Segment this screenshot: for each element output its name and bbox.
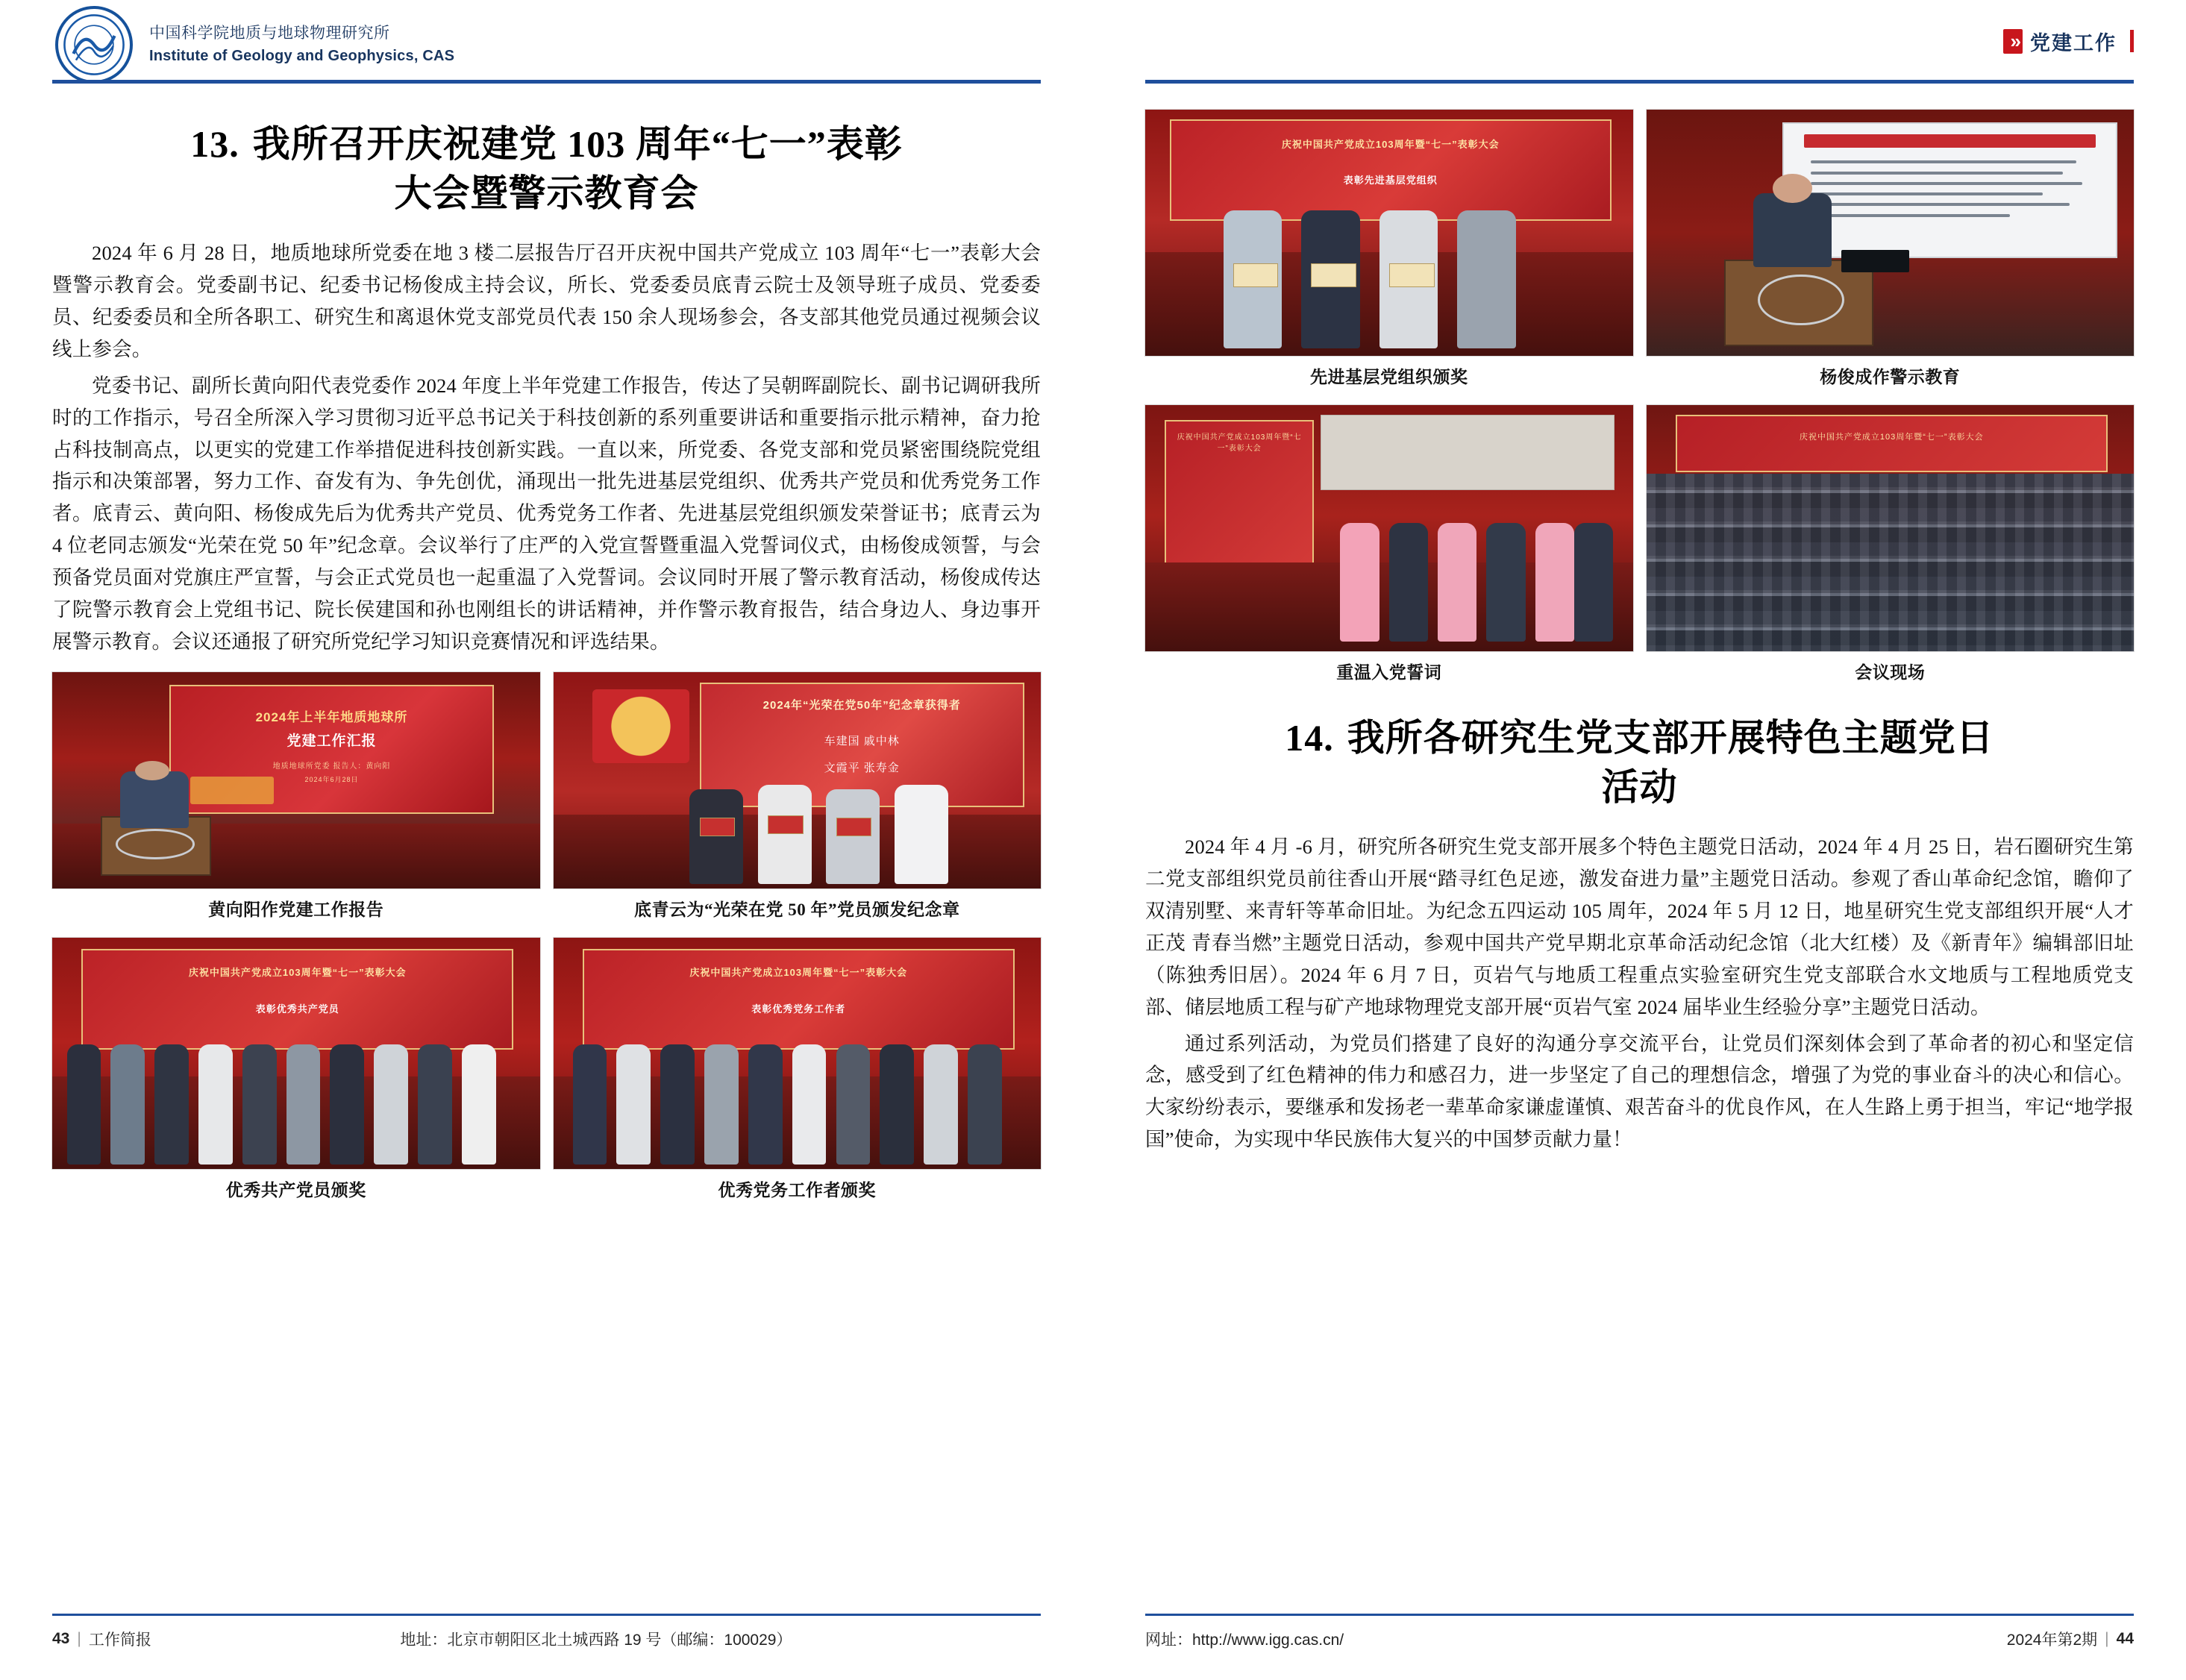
footer-divider: | (77, 1630, 81, 1647)
figure-oath (1145, 404, 1633, 686)
figure-caption: 优秀党务工作者颁奖 (718, 1180, 876, 1200)
slide-banner: 庆祝中国共产党成立103周年暨“七一”表彰大会 (1799, 433, 1984, 442)
photo-group-award-2 (553, 937, 1042, 1170)
slide-footnote: 地质地球所党委 报告人：黄向阳 (272, 762, 391, 771)
figure-row-1 (52, 671, 1041, 924)
page-footer-right (1145, 1628, 2134, 1650)
figure-caption: 重温入党誓词 (1336, 663, 1442, 682)
section-name: 党建工作 (2030, 31, 2117, 54)
slide-name-2: 文霞平 张寿金 (824, 762, 900, 775)
article-title-line1: 我所召开庆祝建党 103 周年“七一”表彰 (252, 123, 903, 165)
org-name-en: Institute of Geology and Geophysics, CAS (149, 48, 455, 65)
figure-group-award-1 (52, 937, 540, 1204)
photo-medal-award (553, 671, 1042, 889)
slide-subtitle: 表彰优秀党务工作者 (751, 1003, 846, 1015)
figure-audience (1647, 404, 2135, 686)
figure-org-award (1145, 109, 1633, 391)
article-number: 14. (1285, 717, 1334, 759)
article-title-line2: 大会暨警示教育会 (394, 172, 699, 214)
footer-rule (52, 1614, 1041, 1616)
figure-caption: 杨俊成作警示教育 (1820, 368, 1961, 386)
slide-name-1: 车建国 戚中林 (824, 735, 900, 748)
figure-row-4 (1145, 404, 2134, 686)
page-number: 44 (2116, 1630, 2134, 1647)
figure-warning-lecture (1647, 109, 2135, 391)
header-rule (52, 80, 1041, 84)
footer-divider: | (2105, 1630, 2109, 1647)
slide-banner: 庆祝中国共产党成立103周年暨“七一”表彰大会 (689, 966, 908, 978)
section-tag (2003, 27, 2134, 63)
article-title-13 (52, 119, 1041, 218)
article-title-14 (1145, 713, 2134, 812)
photo-report-speaker (51, 671, 541, 889)
paragraph: 党委书记、副所长黄向阳代表党委作 2024 年度上半年党建工作报告，传达了吴朝晖副院长、副书记调研我所时的工作指示，号召全所深入学习贯彻习近平总书记关于科技创新的系列重要讲话和重要指示批示精神，奋力抢占科技制高点，以更实的党建工作举措促进科技创新实践。一直以来，所党委、各党支部和党员紧密围绕院党组指示和决策部署，努力工作、奋发有为、争先创优，涌现出一批先进基层党组织、优秀共产党员和优秀党务工作者。底青云、黄向阳、杨俊成先后为优秀共产党员、优秀党务工作者、先进基层党组织颁发荣誉证书；底青云为 4 位老同志颁发“光荣在党 50 年”纪念章。会议举行了庄严的入党宣誓暨重温入党誓词仪式，由杨俊成领誓，与会预备党员面对党旗庄严宣誓，与会正式党员也一起重温了入党誓词。会议同时开展了警示教育活动，杨俊成传达了院警示教育会上党组书记、院长侯建国和孙也刚组长的讲话精神，并作警示教育报告，结合身边人、身边事开展警示教育。会议还通报了研究所党纪学习知识竞赛情况和评选结果。 (52, 374, 1041, 653)
slide-title: 2024年上半年地质地球所 (255, 710, 408, 725)
header-rule (1145, 80, 2134, 84)
igg-institute-logo-icon (55, 6, 133, 84)
footer-website[interactable]: 网址：http://www.igg.cas.cn/ (1145, 1632, 1344, 1649)
page-footer-left (52, 1628, 1041, 1650)
figure-group-award-2 (554, 937, 1042, 1204)
figure-caption: 黄向阳作党建工作报告 (208, 900, 384, 919)
figure-row-2 (52, 937, 1041, 1204)
paragraph: 2024 年 4 月 -6 月，研究所各研究生党支部开展多个特色主题党日活动，2024 年 4 月 25 日，岩石圈研究生第二党支部组织党员前往香山开展“踏寻红色足迹，激发奋进力量”主题党日活动。参观了香山革命纪念馆，瞻仰了双清别墅、来青轩等革命旧址。为纪念五四运动 105 周年，2024 年 5 月 12 日，地星研究生党支部组织开展“人才正茂 青春当燃”主题党日活动，参观中国共产党早期北京革命活动纪念馆（北大红楼）及《新青年》编辑部旧址（陈独秀旧居）。2024 年 6 月 7 日，页岩气与地质工程重点实验室研究生党支部联合水文地质与工程地质党支部、储层地质工程与矿产地球物理党支部开展“页岩气室 2024 届毕业生经验分享”主题党日活动。 (1145, 836, 2134, 1018)
figure-row-3 (1145, 109, 2134, 391)
page-header-right (1145, 0, 2134, 90)
photo-audience (1646, 404, 2135, 652)
figure-medal-award (554, 671, 1042, 924)
paragraph: 通过系列活动，为党员们搭建了良好的沟通分享交流平台，让党员们深刻体会到了革命者的初心和坚定信念，感受到了红色精神的伟力和感召力，进一步坚定了自己的理想信念，增强了为党的事业奋斗的决心和信心。大家纷纷表示，要继承和发扬老一辈革命家谦虚谨慎、艰苦奋斗的优良作风，在人生路上勇于担当，牢记“地学报国”使命，为实现中华民族伟大复兴的中国梦贡献力量！ (1145, 1032, 2134, 1151)
photo-org-award (1144, 109, 1634, 357)
footer-rule (1145, 1614, 2134, 1616)
figure-report-speaker (52, 671, 540, 924)
slide-date: 2024年6月28日 (304, 776, 359, 784)
paragraph: 2024 年 6 月 28 日，地质地球所党委在地 3 楼二层报告厅召开庆祝中国共产党成立 103 周年“七一”表彰大会暨警示教育会。党委副书记、纪委书记杨俊成主持会议，所长、党委委员底青云院士及领导班子成员、党委委员、纪委委员和全所各职工、研究生和离退休党支部党员代表 150 余人现场参会，各支部其他党员通过视频会议线上参会。 (52, 242, 1041, 360)
page-header-left (52, 0, 1041, 90)
article-number: 13. (190, 123, 239, 165)
figure-caption: 优秀共产党员颁奖 (225, 1180, 366, 1200)
photo-oath (1144, 404, 1634, 652)
article-title-line2: 活动 (1601, 766, 1678, 808)
slide-banner: 庆祝中国共产党成立103周年暨“七一”表彰大会 (1281, 139, 1500, 151)
figure-caption: 先进基层党组织颁奖 (1310, 368, 1468, 386)
slide-title: 2024年“光荣在党50年”纪念章获得者 (762, 698, 961, 712)
chevron-right-icon: » (2003, 29, 2023, 54)
slide-subtitle: 党建工作汇报 (286, 733, 377, 749)
photo-warning-lecture (1646, 109, 2135, 357)
organization-name (149, 23, 454, 66)
figure-caption: 底青云为“光荣在党 50 年”党员颁发纪念章 (634, 900, 960, 919)
article-title-line1: 我所各研究生党支部开展特色主题党日 (1347, 717, 1994, 759)
photo-group-award-1 (51, 937, 541, 1170)
footer-label: 工作简报 (88, 1632, 151, 1649)
slide-banner: 庆祝中国共产党成立103周年暨“七一”表彰大会 (188, 966, 407, 978)
section-accent-bar (2130, 30, 2134, 52)
right-page (1093, 0, 2186, 1680)
org-name-cn: 中国科学院地质与地球物理研究所 (149, 24, 390, 42)
slide-banner: 庆祝中国共产党成立103周年暨“七一”表彰大会 (1177, 433, 1302, 454)
page-number: 43 (52, 1630, 70, 1647)
slide-subtitle: 表彰优秀共产党员 (255, 1003, 339, 1015)
slide-subtitle: 表彰先进基层党组织 (1343, 174, 1438, 186)
figure-caption: 会议现场 (1855, 663, 1926, 682)
footer-address: 地址：北京市朝阳区北土城西路 19 号（邮编：100029） (400, 1632, 792, 1649)
footer-issue: 2024年第2期 (2006, 1632, 2098, 1649)
